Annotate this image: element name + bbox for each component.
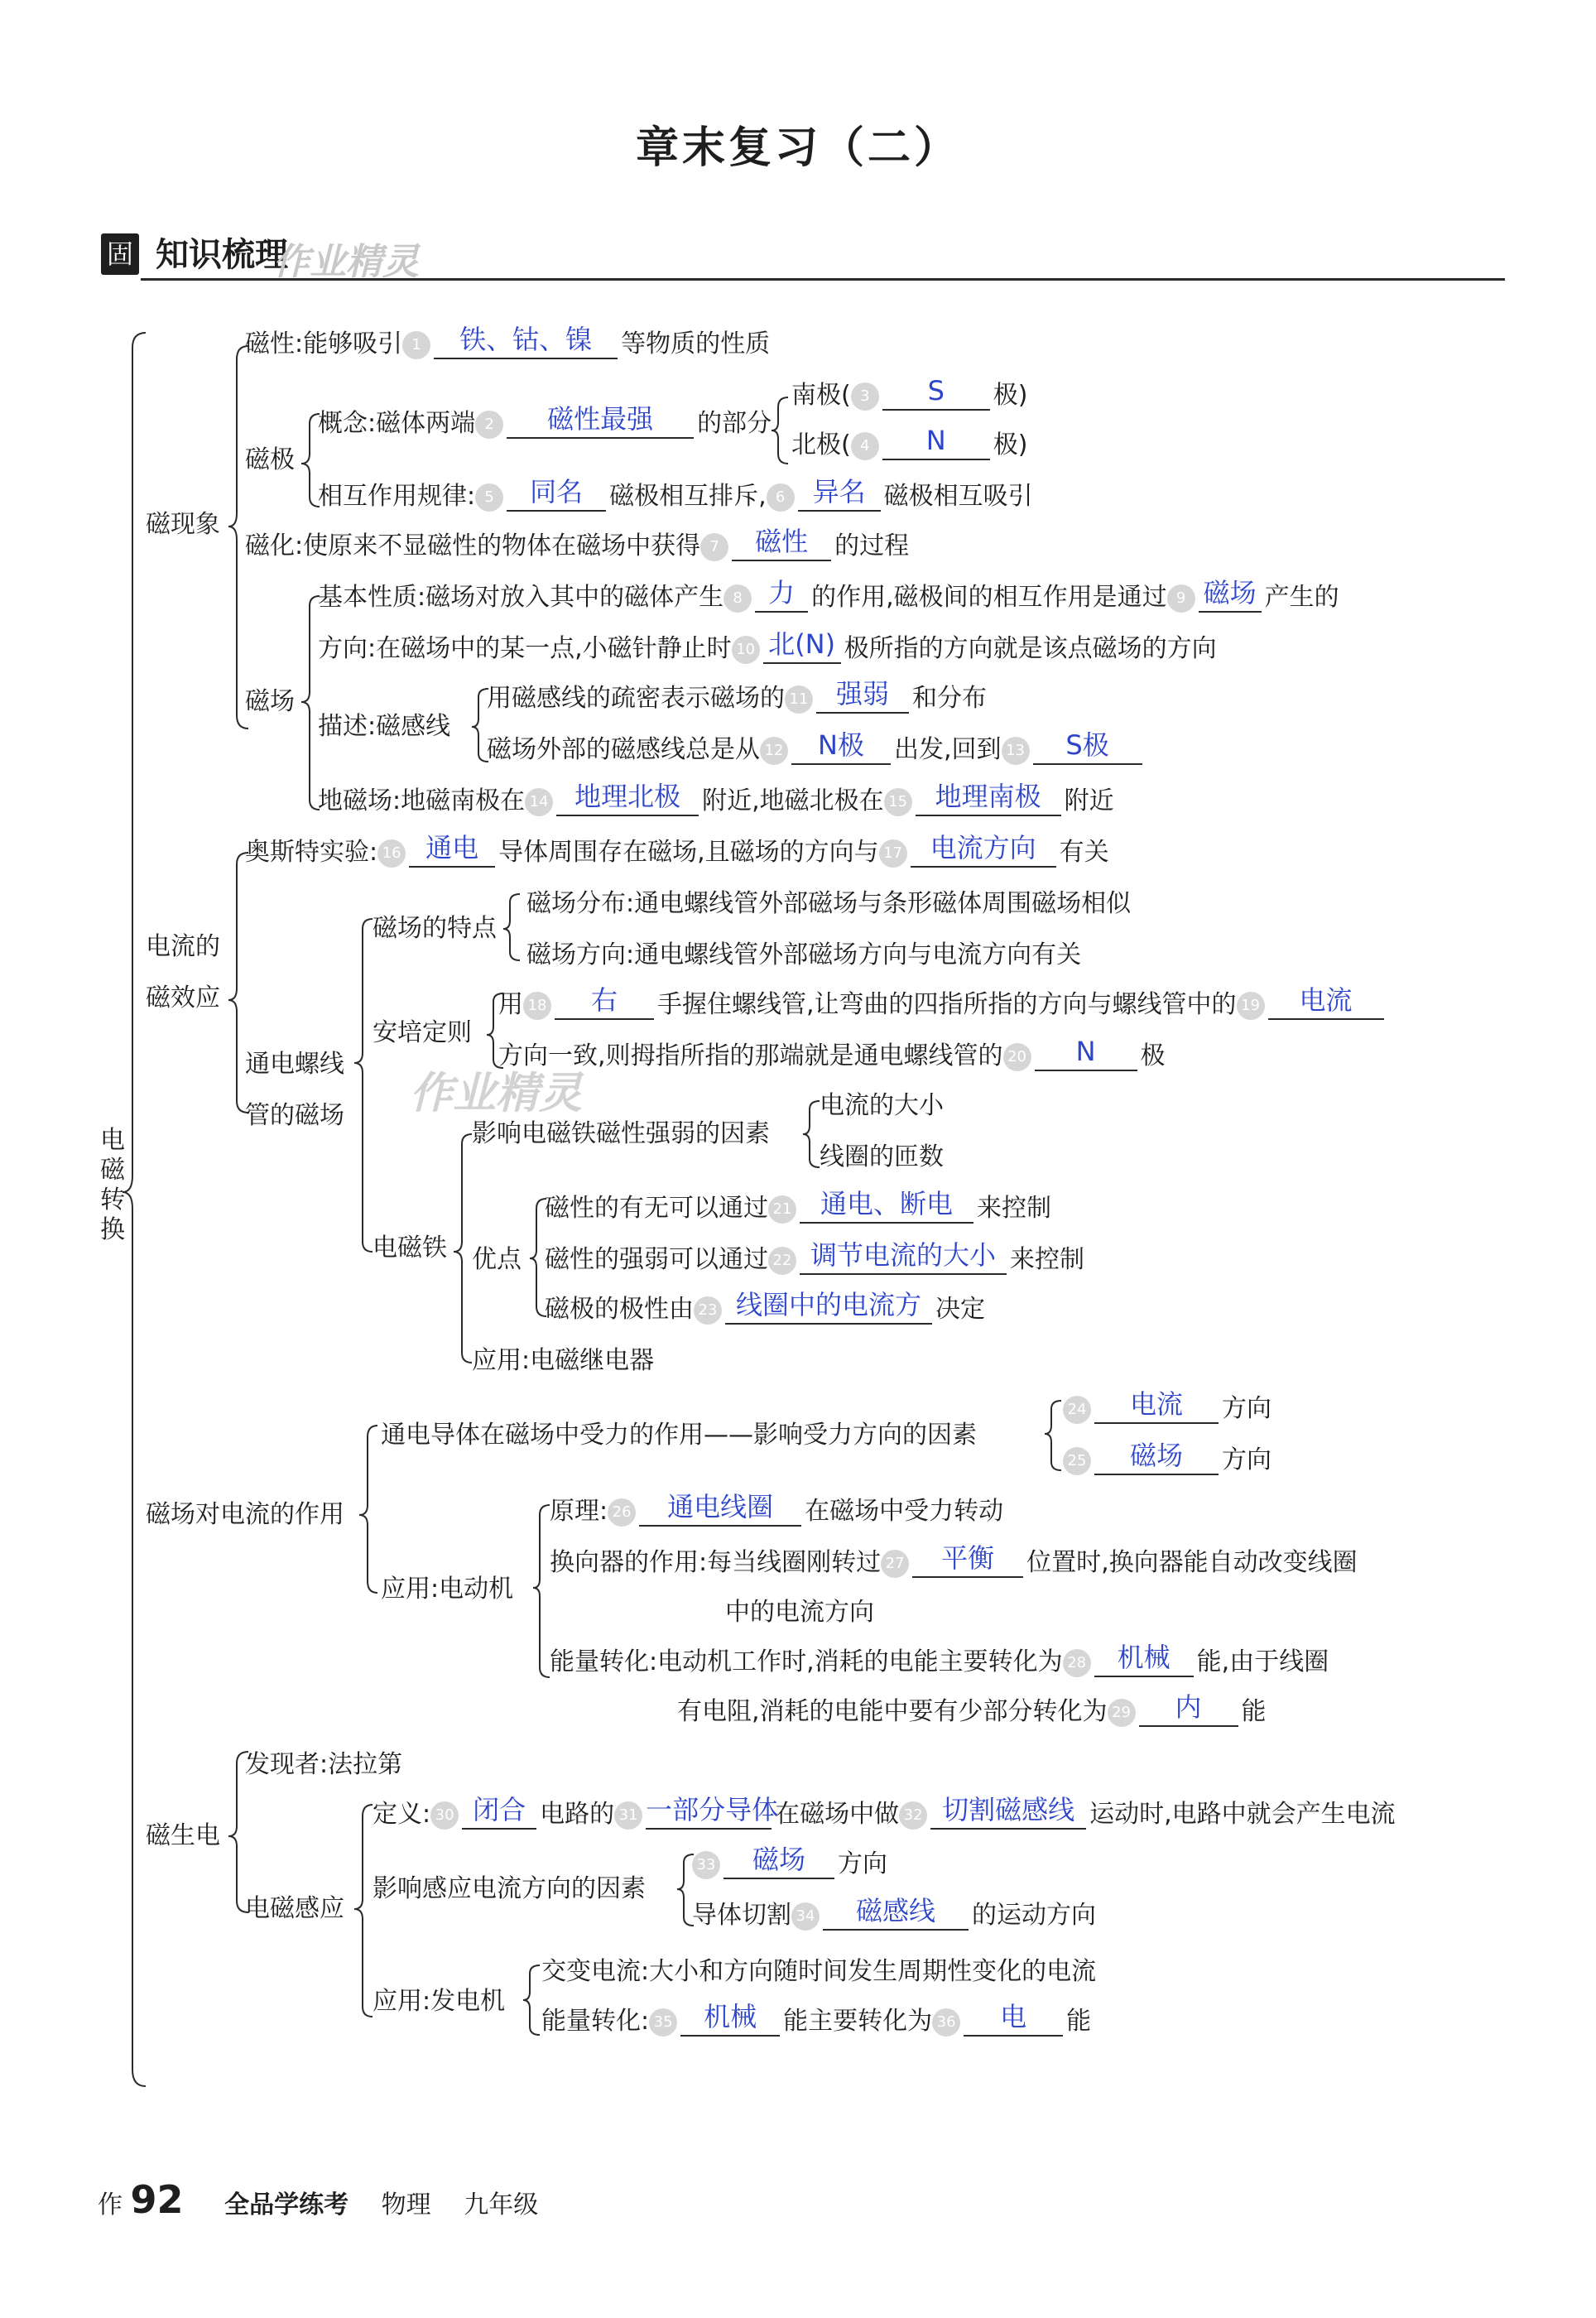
question-number: 28 — [1063, 1649, 1091, 1677]
answer-text: S — [927, 375, 945, 406]
question-number: 10 — [732, 636, 760, 664]
line-text: 能量转化:电动机工作时,消耗的电能主要转化为 — [550, 1647, 1063, 1676]
question-number: 2 — [475, 411, 503, 439]
question-number: 26 — [608, 1498, 636, 1527]
line: 安培定则 — [373, 1018, 472, 1047]
answer-blank — [916, 781, 1061, 816]
answer-text: 切割磁感线 — [942, 1794, 1075, 1825]
line-text: 能 — [1066, 2007, 1092, 2036]
line-text: 附近,地磁北极在 — [702, 786, 884, 815]
line-text: 有关 — [1059, 838, 1109, 867]
question-number: 4 — [851, 432, 879, 460]
answer-blank — [732, 526, 831, 561]
line-text: 导体周围存在磁场,且磁场的方向与 — [498, 838, 879, 867]
line — [791, 375, 1028, 411]
answer-blank — [791, 729, 891, 765]
line-text: 方向一致,则拇指所指的那端就是通电螺线管的 — [498, 1041, 1003, 1070]
page-footer — [98, 2179, 538, 2226]
page-title: 章末复习（二） — [635, 123, 960, 173]
question-number: 36 — [932, 2008, 960, 2037]
answer-blank — [800, 1188, 973, 1224]
answer-blank — [556, 781, 699, 816]
group-label: 磁场对电流的作用 — [146, 1500, 344, 1529]
question-number: 34 — [791, 1902, 820, 1931]
answer-blank — [798, 476, 881, 512]
group-label: 电流的 — [146, 932, 220, 961]
line-text: 和分布 — [912, 684, 987, 713]
brace-yingxiang2 — [677, 1854, 694, 1926]
brace-nanbei — [772, 397, 788, 464]
answer-text: 磁场 — [1203, 577, 1257, 608]
line-text: 极所指的方向就是该点磁场的方向 — [844, 634, 1217, 663]
line-text: 的运动方向 — [972, 1901, 1096, 1930]
answer-blank — [680, 2001, 780, 2037]
answer-text: N — [925, 425, 946, 456]
question-number: 23 — [694, 1296, 722, 1325]
answer-blank — [507, 476, 606, 512]
question-number: 12 — [760, 737, 788, 765]
answer-text: 通电 — [425, 832, 479, 863]
answer-text: 电流方向 — [930, 832, 1036, 863]
line-text: 等物质的性质 — [621, 329, 771, 358]
question-number: 11 — [785, 685, 813, 714]
answer-blank — [1268, 984, 1384, 1020]
answer-text: 电 — [1000, 2001, 1027, 2032]
line — [487, 729, 1146, 765]
group-label: 磁现象 — [146, 510, 220, 539]
answer-text: 闭合 — [473, 1794, 526, 1825]
question-number: 3 — [851, 382, 879, 411]
line: 电磁铁 — [373, 1234, 447, 1262]
line — [318, 403, 772, 439]
line — [245, 832, 1109, 868]
line-text: 在磁场中受力转动 — [805, 1497, 1004, 1526]
question-number: 21 — [768, 1195, 796, 1224]
answer-text: 强弱 — [835, 678, 889, 709]
question-number: 20 — [1003, 1043, 1031, 1071]
line — [677, 1691, 1267, 1727]
answer-text: 铁、钴、镍 — [459, 324, 593, 355]
question-number: 32 — [899, 1801, 927, 1830]
answer-blank — [555, 984, 654, 1020]
answer-text: 北(N) — [768, 628, 836, 660]
line: 管的磁场 — [245, 1101, 344, 1130]
question-number: 14 — [525, 788, 553, 816]
line-text: 磁性的强弱可以通过 — [545, 1245, 768, 1274]
line-text: 方向 — [1222, 1394, 1272, 1423]
answer-text: 异名 — [812, 476, 866, 507]
answer-blank — [409, 832, 495, 868]
answer-blank — [723, 1844, 834, 1879]
answer-text: 磁性最强 — [547, 403, 654, 435]
brace-youdian — [530, 1199, 546, 1316]
question-number: 35 — [649, 2008, 677, 2037]
brace-tedian — [503, 894, 520, 960]
line — [692, 1844, 887, 1879]
question-number: 27 — [881, 1550, 909, 1578]
line-text: 能量转化: — [541, 2007, 650, 2036]
line-text: 磁场外部的磁感线总是从 — [487, 735, 760, 764]
line-text: 磁性:能够吸引 — [245, 329, 403, 358]
answer-text: 内 — [1175, 1691, 1202, 1723]
line — [245, 324, 771, 359]
line-text: 的部分 — [697, 409, 772, 438]
line: 磁场方向:通电螺线管外部磁场方向与电流方向有关 — [526, 940, 1082, 969]
line-text: 有电阻,消耗的电能中要有少部分转化为 — [677, 1697, 1108, 1726]
question-number: 22 — [768, 1247, 796, 1275]
line-text: 手握住螺线管,让弯曲的四指所指的方向与螺线管中的 — [657, 990, 1237, 1019]
brace-ciji — [301, 414, 320, 507]
line-text: 南极( — [791, 381, 851, 410]
answer-text: 地理南极 — [935, 781, 1041, 812]
answer-blank — [1094, 1388, 1219, 1424]
root-label: 电 磁 转 换 — [100, 1126, 125, 1244]
footer-prefix: 作 — [98, 2191, 123, 2219]
watermark: 作业精灵 — [273, 241, 419, 283]
line — [318, 476, 1033, 512]
line-text: 在磁场中做 — [775, 1800, 900, 1829]
line: 磁极 — [245, 445, 295, 474]
answer-text: 机械 — [1117, 1642, 1171, 1673]
page-number: 92 — [130, 2177, 184, 2222]
line-text: 定义: — [373, 1800, 431, 1829]
line-text: 磁极的极性由 — [545, 1295, 694, 1324]
question-number: 13 — [1002, 737, 1030, 765]
line: 通电螺线 — [245, 1050, 344, 1079]
line: 描述:磁感线 — [318, 712, 451, 741]
line-text: 奥斯特实验: — [245, 838, 378, 867]
answer-text: 通电、断电 — [820, 1188, 953, 1219]
answer-text: 磁场 — [752, 1844, 805, 1875]
answer-text: 磁性 — [755, 526, 809, 557]
line: 通电导体在磁场中受力的作用——影响受力方向的因素 — [381, 1421, 977, 1450]
question-number: 19 — [1237, 992, 1265, 1020]
line: 优点 — [472, 1245, 522, 1274]
line-text: 用磁感线的疏密表示磁场的 — [487, 684, 785, 713]
line — [791, 425, 1028, 460]
line: 磁场 — [245, 687, 295, 716]
line: 线圈的匝数 — [820, 1142, 944, 1171]
question-number: 9 — [1167, 584, 1195, 613]
line — [692, 1895, 1096, 1931]
line — [245, 526, 910, 561]
line: 影响电磁铁磁性强弱的因素 — [472, 1119, 770, 1148]
answer-text: 电流 — [1299, 984, 1353, 1016]
line-text: 用 — [498, 990, 523, 1019]
brace-shouli — [1045, 1401, 1061, 1470]
brace-miaoshu — [472, 689, 488, 762]
line-text: 来控制 — [977, 1194, 1051, 1223]
line-text: 决定 — [935, 1295, 985, 1324]
group-label: 磁生电 — [146, 1821, 220, 1850]
line — [318, 628, 1217, 664]
question-number: 5 — [475, 483, 503, 512]
brace-cichang — [301, 596, 320, 810]
subject: 物理 — [381, 2191, 431, 2219]
question-number: 16 — [377, 839, 406, 868]
answer-blank — [1094, 1642, 1194, 1677]
answer-text: 平衡 — [941, 1542, 995, 1574]
section-title: 知识梳理 — [156, 236, 288, 274]
line-text: 磁性的有无可以通过 — [545, 1194, 768, 1223]
answer-text: 磁感线 — [855, 1895, 935, 1926]
answer-blank — [755, 577, 808, 613]
answer-text: 磁场 — [1129, 1440, 1183, 1471]
answer-blank — [725, 1289, 932, 1325]
answer-text: 通电线圈 — [667, 1491, 774, 1522]
line-text: 换向器的作用:每当线圈刚转过 — [550, 1548, 882, 1577]
line: 磁场的特点 — [373, 914, 497, 943]
line: 电流的大小 — [820, 1091, 944, 1120]
line-text: 能主要转化为 — [783, 2007, 933, 2036]
brace-yingxiang — [803, 1101, 820, 1167]
question-number: 25 — [1063, 1447, 1091, 1475]
line-text: 基本性质:磁场对放入其中的磁体产生 — [318, 583, 724, 612]
line — [550, 1642, 1329, 1677]
line-text: 概念:磁体两端 — [318, 409, 476, 438]
brace-ddj — [533, 1505, 550, 1677]
line — [550, 1542, 1358, 1578]
line-text: 的作用,磁极间的相互作用是通过 — [811, 583, 1167, 612]
line: 中的电流方向 — [725, 1598, 874, 1627]
answer-text: 一部分导体 — [646, 1794, 779, 1825]
brace-ganying — [354, 1805, 373, 2017]
line: 影响感应电流方向的因素 — [373, 1874, 646, 1903]
answer-text: 线圈中的电流方 — [735, 1289, 921, 1320]
line — [498, 984, 1387, 1020]
line-text: 电路的 — [540, 1800, 615, 1829]
answer-text: 同名 — [530, 476, 584, 507]
grade: 九年级 — [464, 2191, 539, 2219]
answer-text: 力 — [768, 577, 796, 608]
answer-blank — [462, 1794, 536, 1830]
line-text: 位置时,换向器能自动改变线圈 — [1026, 1548, 1358, 1577]
brace-fdj — [523, 1965, 540, 2035]
question-number: 7 — [700, 533, 728, 561]
answer-blank — [816, 678, 909, 714]
question-number: 8 — [723, 584, 752, 613]
answer-text: 右 — [590, 984, 618, 1016]
section-icon: 固 — [101, 233, 139, 275]
answer-blank — [912, 1542, 1023, 1578]
line-text: 的过程 — [834, 531, 910, 560]
answer-blank — [930, 1794, 1086, 1830]
brace-g3 — [359, 1426, 377, 1593]
group-label: 磁效应 — [146, 983, 220, 1012]
answer-text: 调节电流的大小 — [810, 1239, 996, 1271]
question-number: 33 — [692, 1851, 720, 1879]
question-number: 6 — [767, 483, 795, 512]
line — [545, 1188, 1051, 1224]
line-text: 极) — [993, 430, 1028, 459]
line-text: 磁化:使原来不显磁性的物体在磁场中获得 — [245, 531, 701, 560]
line-text: 方向 — [838, 1849, 887, 1878]
line-text: 磁极相互吸引 — [883, 482, 1033, 511]
line-text: 运动时,电路中就会产生电流 — [1089, 1800, 1396, 1829]
line-text: 北极( — [791, 430, 851, 459]
answer-blank — [507, 403, 694, 439]
question-number: 29 — [1108, 1699, 1136, 1727]
book-title: 全品学练考 — [224, 2191, 349, 2219]
question-number: 15 — [884, 788, 912, 816]
answer-text: S极 — [1065, 729, 1109, 761]
brace-diancitie — [454, 1134, 472, 1363]
line-text: 地磁场:地磁南极在 — [318, 786, 526, 815]
question-number: 31 — [614, 1801, 642, 1830]
answer-blank — [1139, 1691, 1238, 1727]
answer-blank — [1033, 729, 1142, 765]
answer-text: 地理北极 — [574, 781, 681, 812]
line-text: 产生的 — [1264, 583, 1339, 612]
line — [545, 1289, 985, 1325]
answer-blank — [646, 1794, 779, 1830]
answer-blank — [823, 1895, 969, 1931]
line: 发现者:法拉第 — [245, 1750, 403, 1779]
line-text: 出发,回到 — [894, 735, 1002, 764]
question-number: 18 — [523, 992, 551, 1020]
line — [545, 1239, 1084, 1275]
line-text: 方向 — [1222, 1445, 1272, 1474]
line-text: 能 — [1241, 1697, 1267, 1726]
line-text: 方向:在磁场中的某一点,小磁针静止时 — [318, 634, 732, 663]
answer-blank — [882, 375, 990, 411]
line — [541, 2001, 1092, 2037]
line: 电磁感应 — [245, 1894, 344, 1923]
line — [318, 781, 1114, 816]
line — [373, 1794, 1396, 1830]
line-text: 原理: — [550, 1497, 608, 1526]
line — [1063, 1440, 1272, 1475]
answer-text: 电流 — [1129, 1388, 1183, 1420]
brace-luoxian — [354, 919, 373, 1252]
line: 应用:发电机 — [373, 1987, 506, 2016]
line-text: 极 — [1140, 1041, 1166, 1070]
line — [550, 1491, 1004, 1527]
line: 应用:电动机 — [381, 1575, 514, 1604]
answer-blank — [1035, 1036, 1137, 1071]
question-number: 24 — [1063, 1396, 1091, 1424]
line — [1063, 1388, 1272, 1424]
line — [318, 577, 1339, 613]
line — [487, 678, 987, 714]
answer-blank — [434, 324, 618, 359]
line: 磁场分布:通电螺线管外部磁场与条形磁体周围磁场相似 — [526, 889, 1132, 918]
line — [498, 1036, 1166, 1071]
question-number: 1 — [402, 331, 430, 359]
line-text: 能,由于线圈 — [1196, 1647, 1329, 1676]
question-number: 17 — [879, 839, 907, 868]
answer-blank — [911, 832, 1056, 868]
line-text: 相互作用规律: — [318, 482, 476, 511]
line: 交变电流:大小和方向随时间发生周期性变化的电流 — [541, 1957, 1097, 1986]
line: 应用:电磁继电器 — [472, 1346, 655, 1375]
question-number: 30 — [430, 1801, 459, 1830]
answer-blank — [964, 2001, 1063, 2037]
answer-blank — [800, 1239, 1007, 1275]
answer-blank — [1199, 577, 1262, 613]
line-text: 极) — [993, 381, 1028, 410]
line-text: 来控制 — [1010, 1245, 1084, 1274]
watermark: 作业精灵 — [410, 1069, 583, 1118]
answer-blank — [639, 1491, 801, 1527]
answer-blank — [1094, 1440, 1219, 1475]
line-text: 磁极相互排斥, — [609, 482, 767, 511]
answer-text: N — [1075, 1036, 1096, 1067]
line-text: 附近 — [1064, 786, 1114, 815]
answer-text: N极 — [818, 729, 864, 761]
answer-blank — [882, 425, 990, 460]
answer-blank — [763, 628, 841, 664]
answer-text: 机械 — [704, 2001, 757, 2032]
line-text: 导体切割 — [692, 1901, 791, 1930]
